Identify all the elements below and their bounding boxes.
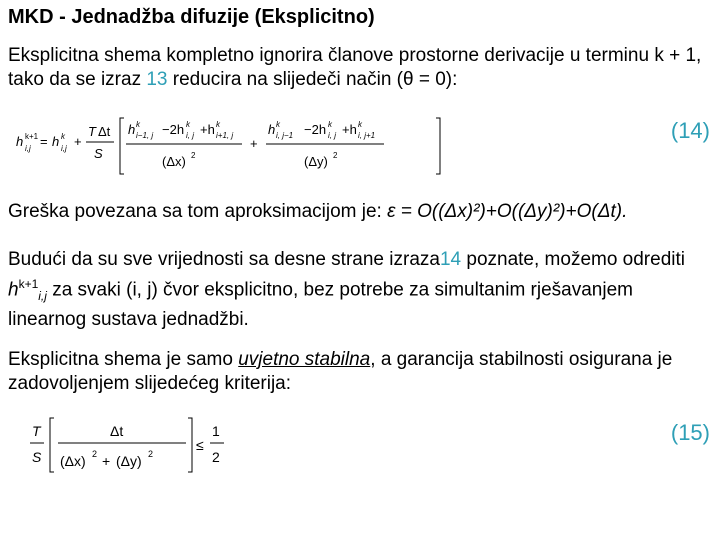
svg-text:i, j+1: i, j+1	[358, 131, 376, 140]
paragraph-text: za svaki (i, j) čvor eksplicitno, bez potrebe za simultanim rješavanjem linearnog sustava jednadžbi.	[8, 279, 633, 331]
svg-text:i,j: i,j	[25, 144, 31, 153]
svg-text:−2h: −2h	[162, 122, 185, 137]
svg-text:k: k	[358, 120, 362, 129]
svg-text:S: S	[94, 146, 103, 161]
svg-text:k: k	[136, 120, 140, 129]
svg-text:i, j: i, j	[186, 131, 194, 140]
svg-text:2: 2	[212, 449, 220, 465]
paragraph-explicit-scheme	[8, 44, 714, 92]
svg-text:Δt: Δt	[98, 124, 111, 139]
equation-number-14: (14)	[670, 118, 710, 143]
paragraph-error	[8, 200, 714, 224]
svg-text:i+1, j: i+1, j	[216, 131, 234, 140]
svg-text:(Δx): (Δx)	[60, 453, 86, 469]
svg-text:+h: +h	[200, 122, 215, 137]
svg-text:i−1, j: i−1, j	[136, 131, 154, 140]
svg-text:S: S	[32, 449, 42, 465]
emphasis-conditionally-stable: uvjetno stabilna	[238, 349, 371, 370]
error-formula: ε = O((Δx)²)+O((Δy)²)+O(Δt).	[387, 201, 628, 222]
svg-text:+: +	[102, 453, 111, 469]
svg-text:i, j−1: i, j−1	[276, 131, 294, 140]
page-title: MKD - Jednadžba difuzije (Eksplicitno)	[8, 6, 375, 28]
svg-text:−2h: −2h	[304, 122, 327, 137]
svg-text:k: k	[328, 120, 332, 129]
svg-text:(Δy): (Δy)	[304, 154, 328, 169]
equation-14	[12, 112, 452, 180]
svg-text:h: h	[52, 134, 60, 149]
svg-text:(Δy): (Δy)	[116, 453, 142, 469]
svg-text:1: 1	[212, 423, 220, 439]
paragraph-text: poznate, možemo odrediti	[461, 249, 685, 270]
paragraph-text: reducira na slijedeči način (θ = 0):	[167, 69, 458, 90]
svg-text:Δt: Δt	[110, 423, 124, 439]
svg-text:+: +	[74, 134, 82, 149]
equation-15	[28, 412, 228, 478]
svg-text:2: 2	[92, 449, 98, 459]
svg-text:+: +	[250, 136, 258, 151]
svg-text:i,j: i,j	[61, 144, 67, 153]
paragraph-stability	[8, 348, 714, 396]
svg-text:k: k	[186, 120, 190, 129]
svg-text:T: T	[88, 124, 96, 139]
svg-text:h: h	[128, 122, 136, 137]
paragraph-explicit-solve	[8, 248, 714, 332]
svg-text:k+1: k+1	[25, 132, 39, 141]
variable-h: h	[8, 279, 19, 301]
svg-text:+h: +h	[342, 122, 357, 137]
variable-subscript: i,j	[38, 289, 47, 304]
paragraph-text: Budući da su sve vrijednosti sa desne strane izraza	[8, 249, 440, 270]
paragraph-text: Eksplicitna shema je samo	[8, 349, 239, 370]
svg-text:≤: ≤	[196, 437, 204, 453]
svg-text:2: 2	[333, 151, 338, 160]
svg-text:k: k	[216, 120, 220, 129]
variable-superscript: k+1	[18, 277, 39, 291]
svg-text:2: 2	[148, 449, 154, 459]
svg-text:k: k	[276, 120, 280, 129]
svg-text:=: =	[40, 134, 48, 149]
svg-text:i, j: i, j	[328, 131, 336, 140]
equation-ref-13[interactable]: 13	[146, 69, 168, 90]
paragraph-text: Eksplicitna shema kompletno ignorira članove prostorne derivacije u terminu k + 1, tako da se izraz	[8, 45, 702, 90]
paragraph-text: , a garancija stabilnosti osigurana je zadovoljenjem slijedećeg kriterija:	[8, 349, 673, 394]
svg-text:T: T	[32, 423, 41, 439]
svg-text:h: h	[268, 122, 276, 137]
svg-text:(Δx): (Δx)	[162, 154, 186, 169]
svg-text:h: h	[16, 134, 24, 149]
paragraph-text: Greška povezana sa tom aproksimacijom je:	[8, 201, 388, 222]
svg-text:2: 2	[191, 151, 196, 160]
svg-text:k: k	[61, 132, 65, 141]
equation-ref-14[interactable]: 14	[439, 249, 462, 270]
equation-number-15: (15)	[670, 420, 710, 445]
